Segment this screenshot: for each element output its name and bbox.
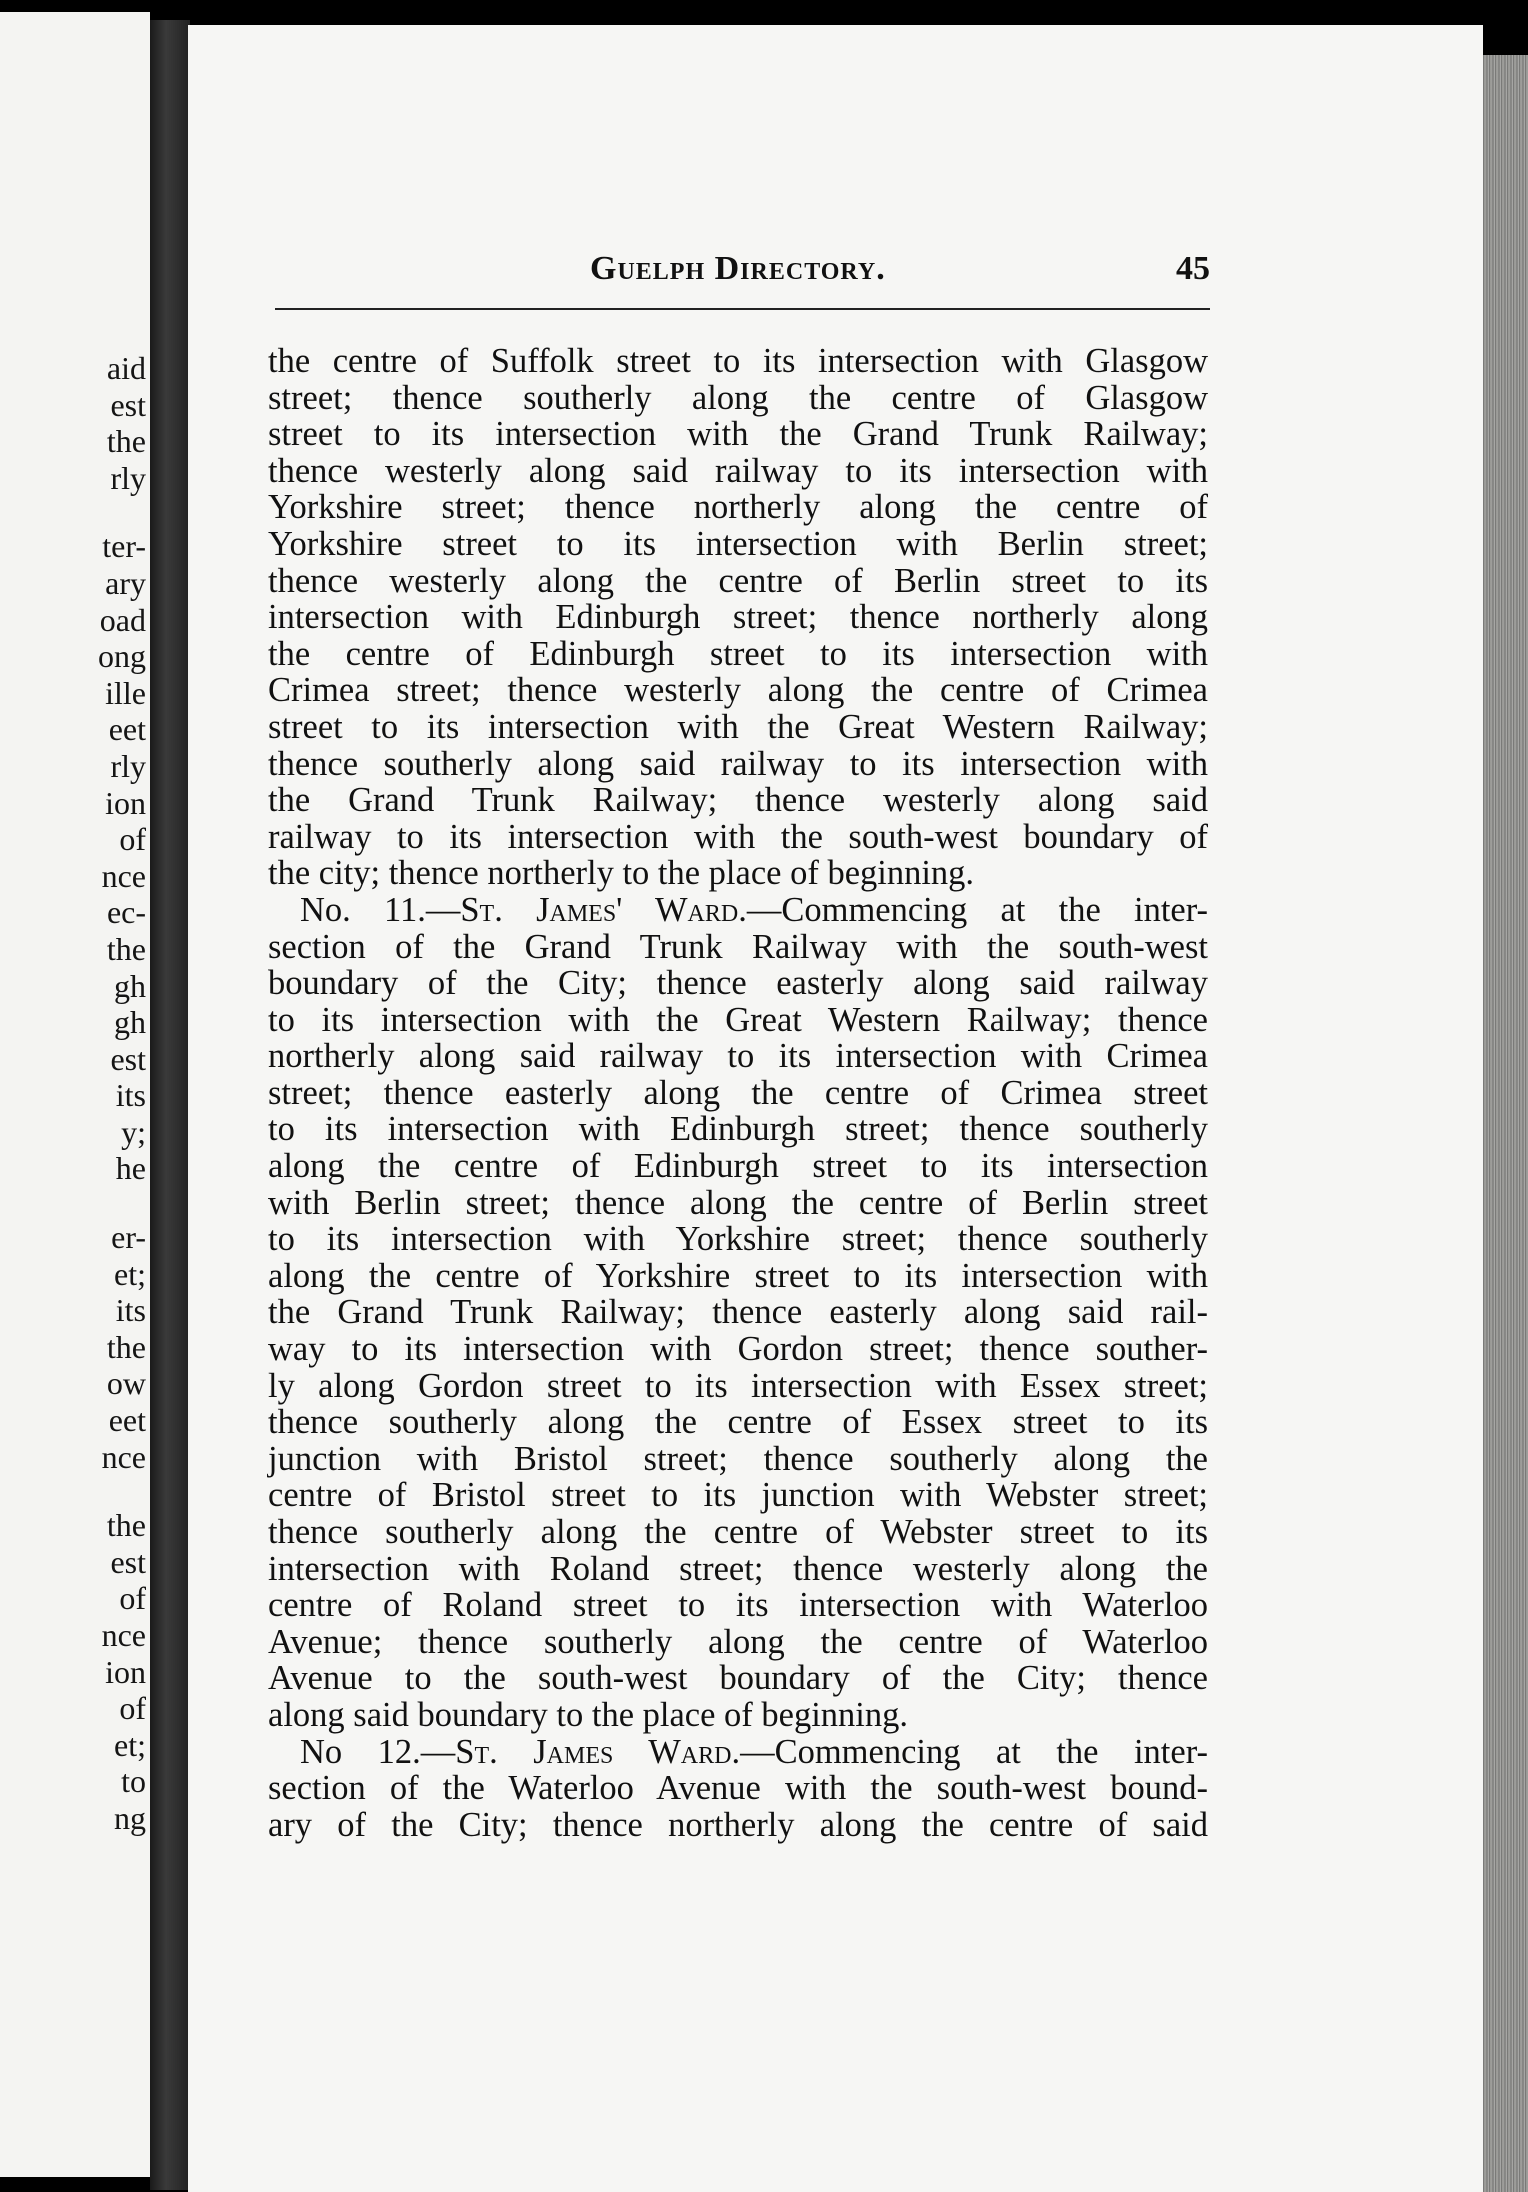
facing-page-fragment: rly (110, 459, 146, 496)
facing-page-fragment: nce (101, 1617, 146, 1653)
text-line: street; thence southerly along the centre of Glasgow (268, 378, 1208, 417)
text-line: the centre of Edinburgh street to its intersection with (268, 634, 1208, 673)
facing-page-fragment: of (119, 1690, 146, 1727)
book-gutter (150, 20, 190, 2190)
facing-page-fragment: ter- (102, 528, 146, 565)
ward-11-description (268, 929, 1208, 1734)
text-line: Avenue to the south-west boundary of the City; thence (268, 1659, 1208, 1698)
facing-page-fragment: eet (108, 1402, 146, 1439)
text-line: thence westerly along said railway to its intersection with (268, 451, 1208, 490)
text-line: Yorkshire street to its intersection with Berlin street; (268, 524, 1208, 563)
ward-12-entry (268, 1734, 1208, 1844)
facing-page-fragment: of (119, 821, 146, 858)
running-title: Guelph Directory. (590, 250, 886, 287)
facing-page-fragment: ion (105, 784, 146, 821)
facing-page-fragment: est (110, 386, 146, 423)
facing-page-fragment: est (110, 1040, 146, 1077)
facing-page-fragment (0, 1475, 146, 1507)
text-line: along the centre of Edinburgh street to its intersection (268, 1147, 1208, 1186)
text-line: Yorkshire street; thence northerly along the centre of (268, 488, 1208, 527)
text-line: the Grand Trunk Railway; thence westerly along said (268, 781, 1208, 820)
text-line: intersection with Roland street; thence westerly along the (268, 1549, 1208, 1588)
facing-page-fragment: aid (106, 350, 146, 386)
text-line: centre of Bristol street to its junction with Webster street; (268, 1476, 1208, 1515)
text-line: centre of Roland street to its intersection with Waterloo (268, 1586, 1208, 1625)
text-line: intersection with Edinburgh street; thence northerly along (268, 598, 1208, 637)
facing-page-fragment: eet (108, 711, 146, 748)
text-line: street; thence easterly along the centre of Crimea street (268, 1073, 1208, 1112)
facing-page-fragment: of (119, 1580, 146, 1617)
text-line: ary of the City; thence northerly along the centre of said (268, 1805, 1208, 1844)
text-line: street to its intersection with the Grand Trunk Railway; (268, 415, 1208, 454)
facing-page-fragment (0, 496, 146, 528)
facing-page-fragment (0, 1187, 146, 1219)
facing-page-fragment: to (121, 1763, 146, 1800)
text-line: Crimea street; thence westerly along the centre of Crimea (268, 671, 1208, 710)
ward-12-heading-line (268, 1734, 1208, 1771)
facing-page-fragment: et; (114, 1255, 146, 1292)
text-line: to its intersection with Edinburgh street; thence southerly (268, 1110, 1208, 1149)
facing-page-fragment: est (110, 1543, 146, 1580)
text-line: along said boundary to the place of beginning. (268, 1695, 909, 1734)
text-line: the Grand Trunk Railway; thence easterly along said rail- (268, 1293, 1208, 1332)
text-line: along the centre of Yorkshire street to its intersection with (268, 1256, 1208, 1295)
facing-page-fragment: he (115, 1150, 146, 1187)
facing-page-fragment: rly (110, 747, 146, 784)
text-line: with Berlin street; thence along the centre of Berlin street (268, 1183, 1208, 1222)
running-header (270, 250, 1210, 300)
continued-ward-description (268, 343, 1208, 892)
facing-page-fragment: ec- (106, 894, 146, 931)
text-line: street to its intersection with the Great Western Railway; (268, 707, 1208, 746)
facing-page-fragment: its (115, 1077, 146, 1114)
facing-page-fragment: the (106, 1507, 146, 1544)
facing-page-fragment: its (115, 1292, 146, 1329)
text-line: section of the Grand Trunk Railway with the south-west (268, 927, 1208, 966)
page-edges (1483, 55, 1528, 2192)
facing-page-fragment: et; (114, 1726, 146, 1763)
facing-page-fragment: ow (106, 1365, 146, 1402)
text-line: Avenue; thence southerly along the centre of Waterloo (268, 1622, 1208, 1661)
text-line: the city; thence northerly to the place of beginning. (268, 854, 975, 893)
facing-page-fragment: gh (114, 967, 146, 1004)
ward-11-number: No. 11.— (300, 890, 461, 929)
text-line: northerly along said railway to its intersection with Crimea (268, 1037, 1208, 1076)
text-line: section of the Waterloo Avenue with the south-west bound- (268, 1769, 1208, 1808)
text-line: to its intersection with Yorkshire street; thence southerly (268, 1220, 1208, 1259)
header-rule (275, 308, 1210, 310)
text-line: the centre of Suffolk street to its intersection with Glasgow (268, 342, 1208, 380)
text-line: thence westerly along the centre of Berlin street to its (268, 561, 1208, 600)
facing-page-fragment: gh (114, 1004, 146, 1041)
text-line: to its intersection with the Great Western Railway; thence (268, 1000, 1208, 1039)
text-line: railway to its intersection with the south-west boundary of (268, 817, 1208, 856)
ward-12-first-line: —Commencing at the inter- (740, 1732, 1208, 1771)
text-line: thence southerly along the centre of Webster street to its (268, 1513, 1208, 1551)
ward-11-name: St. James' Ward. (460, 890, 747, 929)
facing-page-fragment: y; (121, 1113, 146, 1150)
directory-text (268, 343, 1208, 1843)
facing-page-edge (0, 12, 150, 2177)
text-line: ly along Gordon street to its intersection with Essex street; (268, 1366, 1208, 1405)
ward-11-first-line: —Commencing at the inter- (746, 890, 1208, 929)
facing-page-fragment: oad (99, 601, 146, 638)
ward-12-description (268, 1770, 1208, 1843)
text-line: junction with Bristol street; thence southerly along the (268, 1439, 1208, 1478)
ward-11-heading-line (268, 892, 1208, 929)
ward-11-entry (268, 892, 1208, 1734)
ward-12-number: No 12.— (300, 1732, 456, 1771)
facing-page-fragment: nce (101, 857, 146, 894)
facing-page-fragment: ille (105, 674, 146, 711)
facing-page-text-fragments (0, 350, 146, 1837)
text-line: boundary of the City; thence easterly along said railway (268, 964, 1208, 1003)
facing-page-fragment: the (106, 930, 146, 967)
facing-page-fragment: the (106, 1328, 146, 1365)
text-line: way to its intersection with Gordon street; thence souther- (268, 1330, 1208, 1369)
facing-page-fragment: ary (105, 564, 146, 601)
facing-page-fragment: ng (114, 1799, 146, 1836)
facing-page-fragment: ion (105, 1653, 146, 1690)
page-number: 45 (1176, 250, 1210, 287)
facing-page-fragment: the (106, 423, 146, 460)
text-line: thence southerly along said railway to its intersection with (268, 744, 1208, 783)
ward-12-name: St. James Ward. (455, 1732, 741, 1771)
facing-page-fragment: ong (98, 638, 146, 675)
facing-page-fragment: nce (101, 1438, 146, 1475)
facing-page-fragment: er- (111, 1219, 146, 1256)
text-line: thence southerly along the centre of Essex street to its (268, 1403, 1208, 1442)
